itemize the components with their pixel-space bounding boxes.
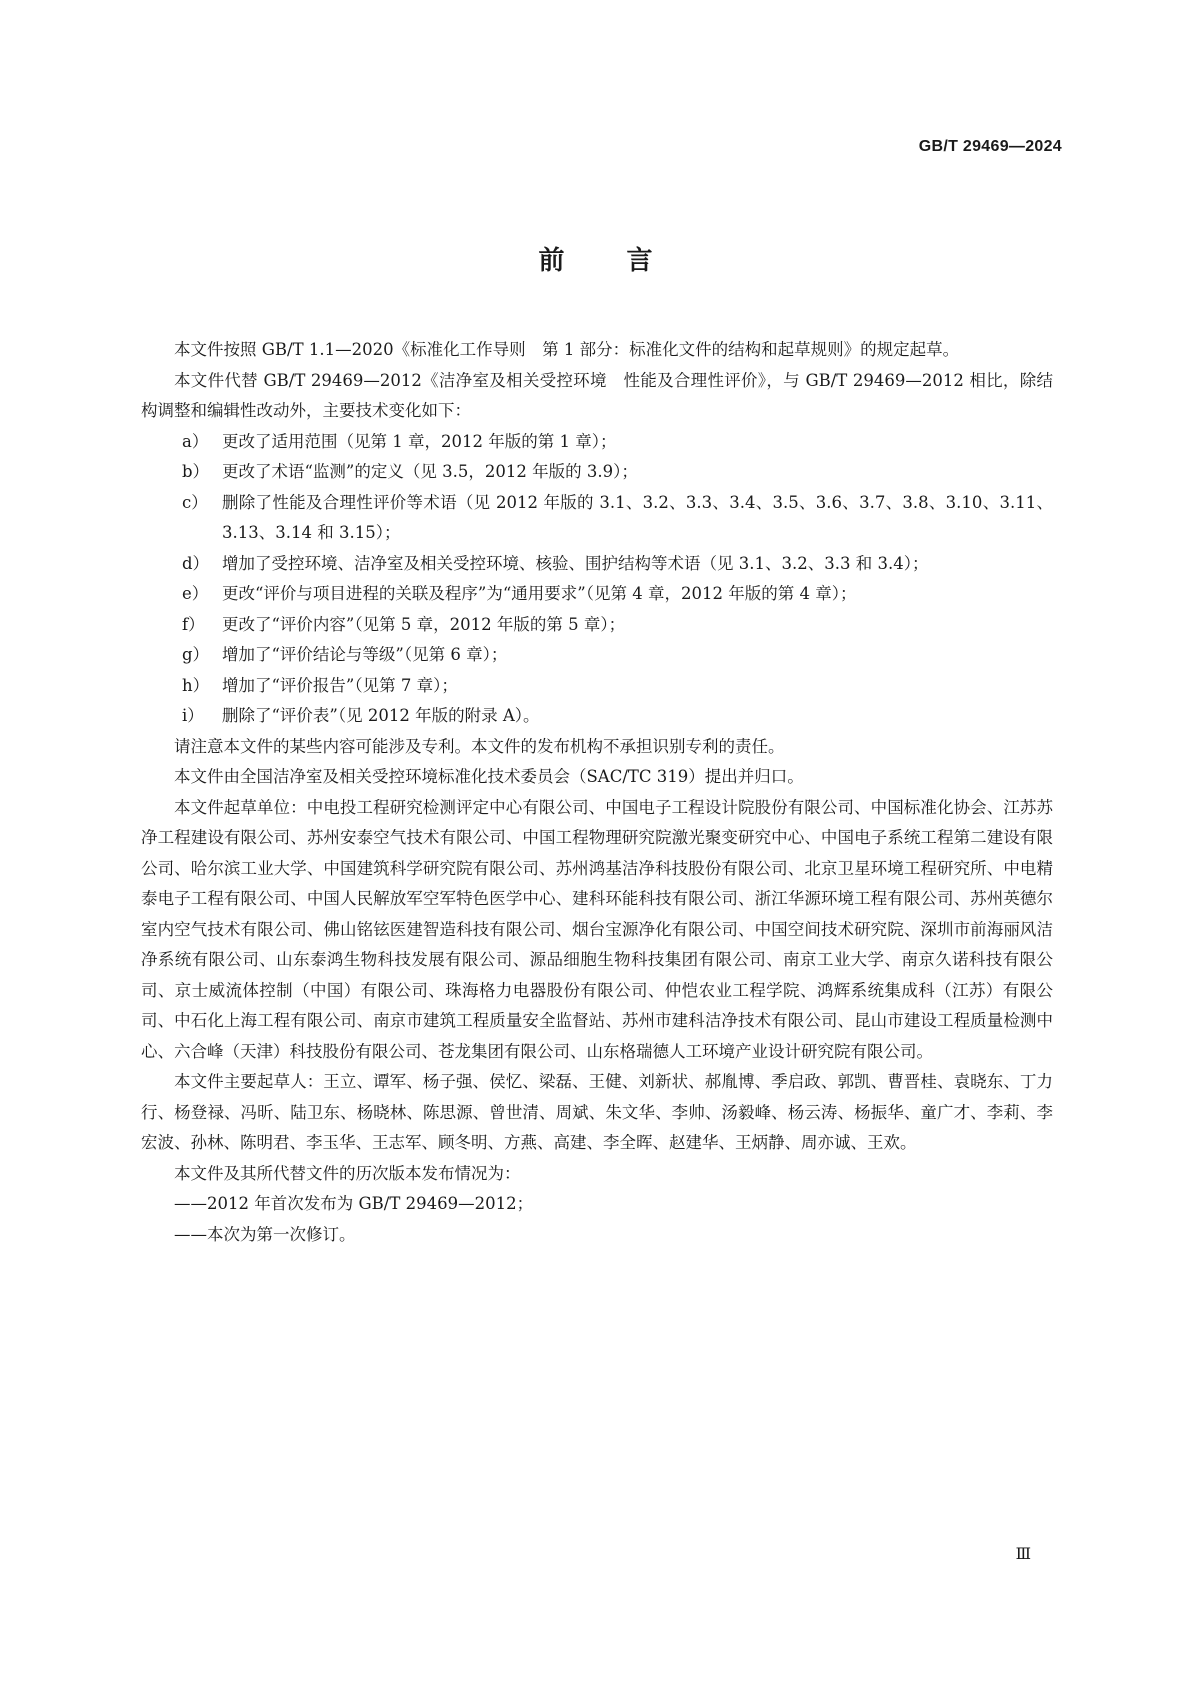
drafting-basis-paragraph: 本文件按照 GB/T 1.1—2020《标准化工作导则 第 1 部分：标准化文件的结构和起草规则》的规定起草。 <box>174 340 960 359</box>
list-item <box>141 610 1053 641</box>
list-item <box>141 640 1053 671</box>
list-marker: e） <box>182 584 209 603</box>
proposer-paragraph: 本文件由全国洁净室及相关受控环境标准化技术委员会（SAC/TC 319）提出并归口。 <box>174 767 804 786</box>
list-marker: g） <box>182 645 210 664</box>
standard-code: GB/T 29469—2024 <box>918 138 1062 155</box>
list-marker: i） <box>182 706 204 725</box>
patent-notice: 请注意本文件的某些内容可能涉及专利。本文件的发布机构不承担识别专利的责任。 <box>174 736 785 756</box>
list-item <box>141 579 1053 610</box>
list-item-text: 更改“评价与项目进程的关联及程序”为“通用要求”（见第 4 章，2012 年版的第 4 章）； <box>222 584 857 603</box>
list-item-text: 更改了术语“监测”的定义（见 3.5，2012 年版的 3.9）； <box>222 462 638 481</box>
list-item-text: 增加了“评价结论与等级”（见第 6 章）； <box>222 645 508 664</box>
changes-list <box>141 427 1053 732</box>
list-item-text: 更改了适用范围（见第 1 章，2012 年版的第 1 章）； <box>222 431 617 451</box>
list-item-text: 增加了“评价报告”（见第 7 章）； <box>222 675 458 695</box>
list-item <box>141 457 1053 488</box>
list-item-text: 删除了“评价表”（见 2012 年版的附录 A）。 <box>222 706 540 725</box>
drafters-paragraph: 本文件主要起草人：王立、谭军、杨子强、侯忆、梁磊、王健、刘新状、郝胤博、季启政、郭凯、曹晋桂、袁晓东、丁力行、杨登禄、冯昕、陆卫东、杨晓林、陈思源、曾世清、周斌、朱文华、李帅、汤毅峰、杨云涛、杨振华、童广才、李莉、李宏波、孙林、陈明君、李玉华、王志军、顾冬明、方燕、高建、李全晖、赵建华、王炳静、周亦诚、王欢。 <box>141 1072 1053 1152</box>
page-title: 前言 <box>538 246 715 276</box>
list-item <box>141 701 1053 732</box>
list-item <box>141 549 1053 580</box>
replacement-paragraph: 本文件代替 GB/T 29469—2012《洁净室及相关受控环境 性能及合理性评价》，与 GB/T 29469—2012 相比，除结构调整和编辑性改动外，主要技术变化如下： <box>141 370 1053 420</box>
list-item <box>141 671 1053 702</box>
drafting-units-paragraph: 本文件起草单位：中电投工程研究检测评定中心有限公司、中国电子工程设计院股份有限公司、中国标准化协会、江苏苏净工程建设有限公司、苏州安泰空气技术有限公司、中国工程物理研究院激光聚变研究中心、中国电子系统工程第二建设有限公司、哈尔滨工业大学、中国建筑科学研究院有限公司、苏州鸿基洁净科技股份有限公司、北京卫星环境工程研究所、中电精泰电子工程有限公司、中国人民解放军空军特色医学中心、建科环能科技有限公司、浙江华源环境工程有限公司、苏州英德尔室内空气技术有限公司、佛山铭铉医建智造科技有限公司、烟台宝源净化有限公司、中国空间技术研究院、深圳市前海丽风洁净系统有限公司、山东泰鸿生物科技发展有限公司、源品细胞生物科技集团有限公司、南京工业大学、南京久诺科技有限公司、京士威流体控制（中国）有限公司、珠海格力电器股份有限公司、仲恺农业工程学院、鸿辉系统集成科（江苏）有限公司、中石化上海工程有限公司、南京市建筑工程质量安全监督站、苏州市建科洁净技术有限公司、昆山市建设工程质量检测中心、六合峰（天津）科技股份有限公司、苍龙集团有限公司、山东格瑞德人工环境产业设计研究院有限公司。 <box>141 797 1053 1061</box>
list-marker: f） <box>182 614 205 634</box>
history-intro: 本文件及其所代替文件的历次版本发布情况为： <box>174 1163 521 1183</box>
list-marker: d） <box>182 553 210 573</box>
list-item <box>141 427 1053 458</box>
document-body <box>141 335 1053 1250</box>
list-marker: c） <box>182 492 208 512</box>
list-marker: a） <box>182 431 209 451</box>
list-item-text: 增加了受控环境、洁净室及相关受控环境、核验、围护结构等术语（见 3.1、3.2、3.3 和 3.4）； <box>222 553 929 573</box>
history-item: ——本次为第一次修订。 <box>174 1224 356 1244</box>
list-marker: h） <box>182 675 210 695</box>
list-marker: b） <box>182 462 210 481</box>
history-item: ——2012 年首次发布为 GB/T 29469—2012； <box>174 1194 534 1213</box>
list-item-text: 更改了“评价内容”（见第 5 章，2012 年版的第 5 章）； <box>222 614 626 634</box>
page-number: Ⅲ <box>1015 1544 1031 1563</box>
list-item <box>141 488 1053 549</box>
list-item-text: 删除了性能及合理性评价等术语（见 2012 年版的 3.1、3.2、3.3、3.4、3.5、3.6、3.7、3.8、3.10、3.11、3.13、3.14 和 3.15）； <box>222 492 1053 542</box>
